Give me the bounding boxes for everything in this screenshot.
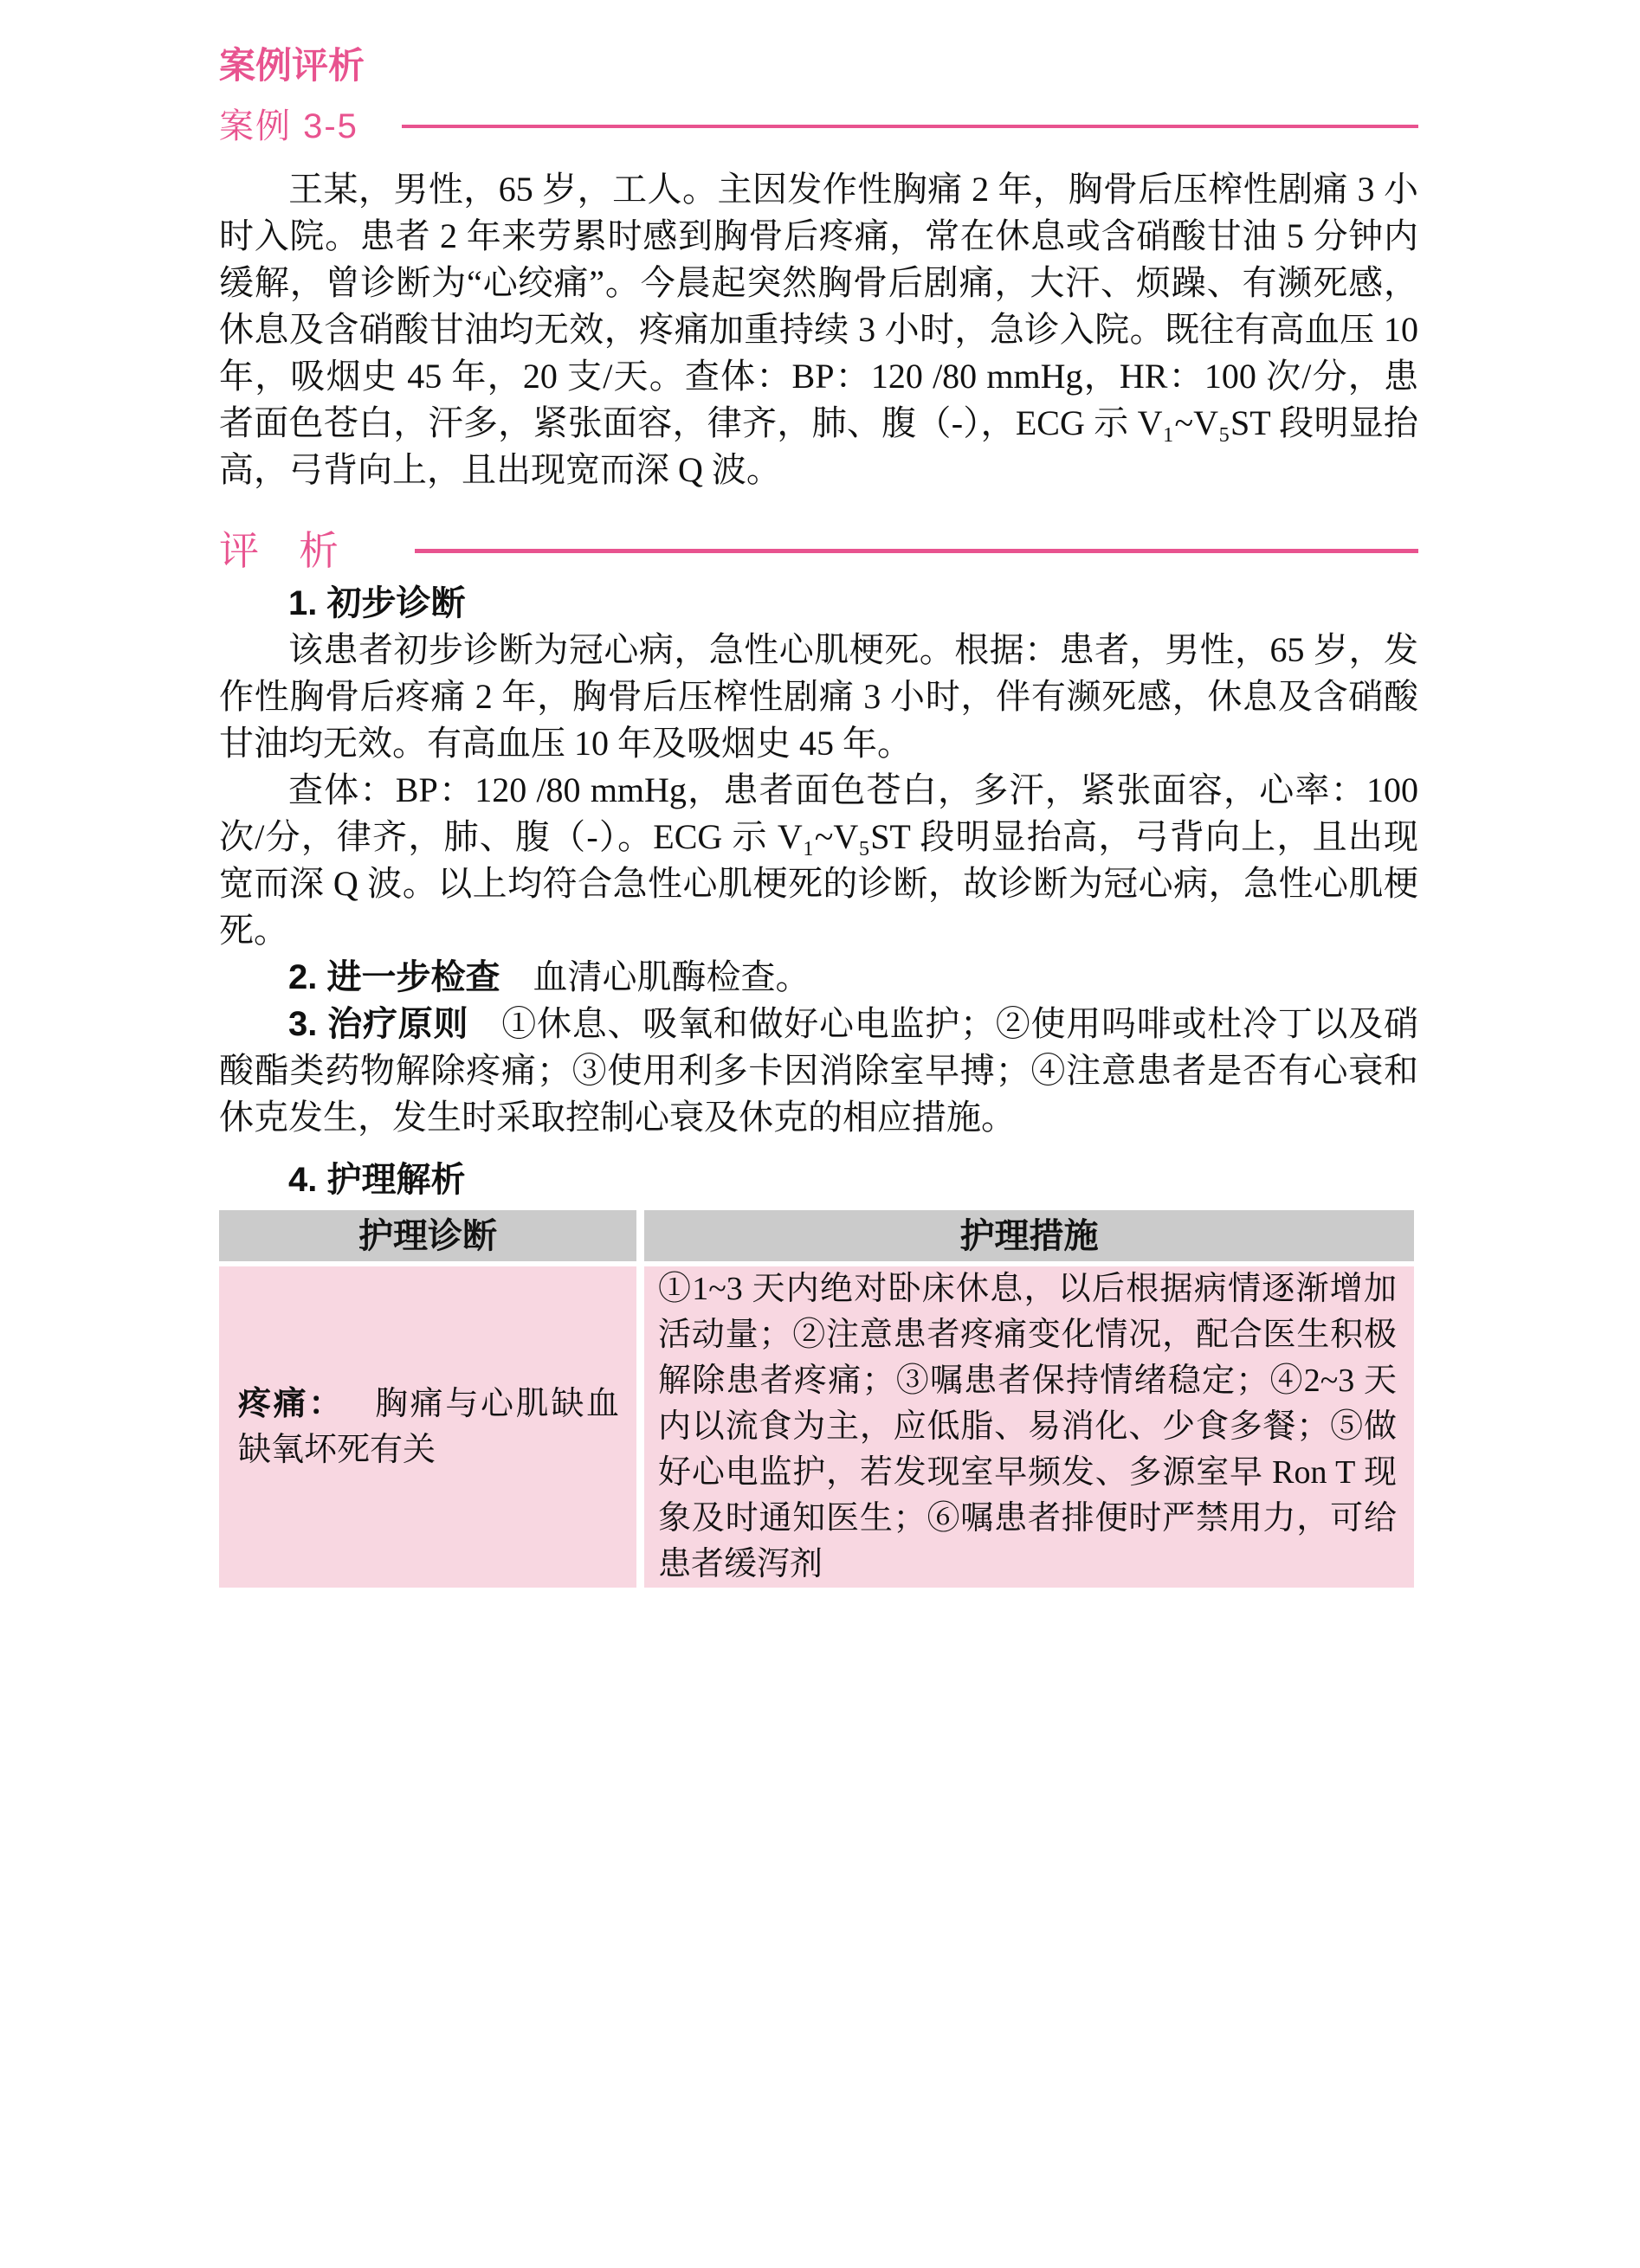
heading-preliminary-diagnosis: 1. 初步诊断 [288,584,466,622]
measures-cell-text: ①1~3 天内绝对卧床休息，以后根据病情逐渐增加活动量；②注意患者疼痛变化情况，配合医生积极解除患者疼痛；③嘱患者保持情绪稳定；④2~3 天内以流食为主，应低脂、易消化、少食多餐；⑤做好心电监护，若发现室早频发、多源室早 Ron T 现象及时通知医生；⑥嘱患者排便时严禁用力，可给患者缓泻剂 [658,1271,1397,1582]
diagnosis-term-label: 疼痛： [238,1385,344,1422]
case-divider-rule [402,125,1418,128]
nursing-care-table [219,1210,1414,1588]
table-cell-diagnosis [219,1266,636,1588]
table-header-nursing-measures: 护理措施 [644,1210,1414,1261]
treatment-principles-paragraph [219,1001,1418,1141]
case-header-row [219,106,1418,147]
diagnosis-paragraph-2: 查体：BP：120 /80 mmHg，患者面色苍白，多汗，紧张面容，心率：100 次/分，律齐，肺、腹（-）。ECG 示 V₁~V₅ST 段明显抬高，弓背向上，且出现宽而深 Q 波。以上均符合急性心肌梗死的诊断，故诊断为冠心病，急性心肌梗死。 [219,770,1418,950]
section-brand-title: 案例评析 [219,45,365,86]
further-examination-paragraph [219,954,1418,1001]
heading-treatment-principles: 3. 治疗原则 [288,1005,469,1043]
treatment-principles-text: ①休息、吸氧和做好心电监护；②使用吗啡或杜冷丁以及硝酸酯类药物解除疼痛；③使用利多卡因消除室早搏；④注意患者是否有心衰和休克发生，发生时采取控制心衰及休克的相应措施。 [219,1004,1418,1137]
diagnosis-paragraph-1: 该患者初步诊断为冠心病，急性心肌梗死。根据：患者，男性，65 岁，发作性胸骨后疼痛 2 年，胸骨后压榨性剧痛 3 小时，伴有濒死感，休息及含硝酸甘油均无效。有高血压 10 年及吸烟史 45 年。 [219,630,1418,763]
heading-further-examination: 2. 进一步检查 [288,958,500,996]
analysis-divider-rule [415,549,1418,553]
page-content [219,45,1418,1588]
table-header-nursing-diagnosis: 护理诊断 [219,1210,636,1261]
table-cell-measures [644,1266,1414,1588]
case-number-label: 案例 3-5 [219,107,358,145]
case-description-paragraph: 王某，男性，65 岁，工人。主因发作性胸痛 2 年，胸骨后压榨性剧痛 3 小时入院。患者 2 年来劳累时感到胸骨后疼痛，常在休息或含硝酸甘油 5 分钟内缓解，曾诊断为“心绞痛”。今晨起突然胸骨后剧痛，大汗、烦躁、有濒死感，休息及含硝酸甘油均无效，疼痛加重持续 3 小时，急诊入院。既往有高血压 10 年，吸烟史 45 年，20 支/天。查体：BP：120 /80 mmHg，HR：100 次/分，患者面色苍白，汗多，紧张面容，律齐，肺、腹（-），ECG 示 V₁~V₅ST 段明显抬高，弓背向上，且出现宽而深 Q 波。 [219,170,1418,489]
further-examination-text: 血清心肌酶检查。 [533,957,810,996]
analysis-header-row [219,528,1418,573]
analysis-section-title: 评 析 [219,528,339,573]
diagnosis-cell-text [238,1382,619,1473]
diagnosis-related-text: 胸痛与心肌缺血缺氧坏死有关 [238,1385,619,1468]
heading-nursing-analysis: 4. 护理解析 [288,1161,466,1199]
